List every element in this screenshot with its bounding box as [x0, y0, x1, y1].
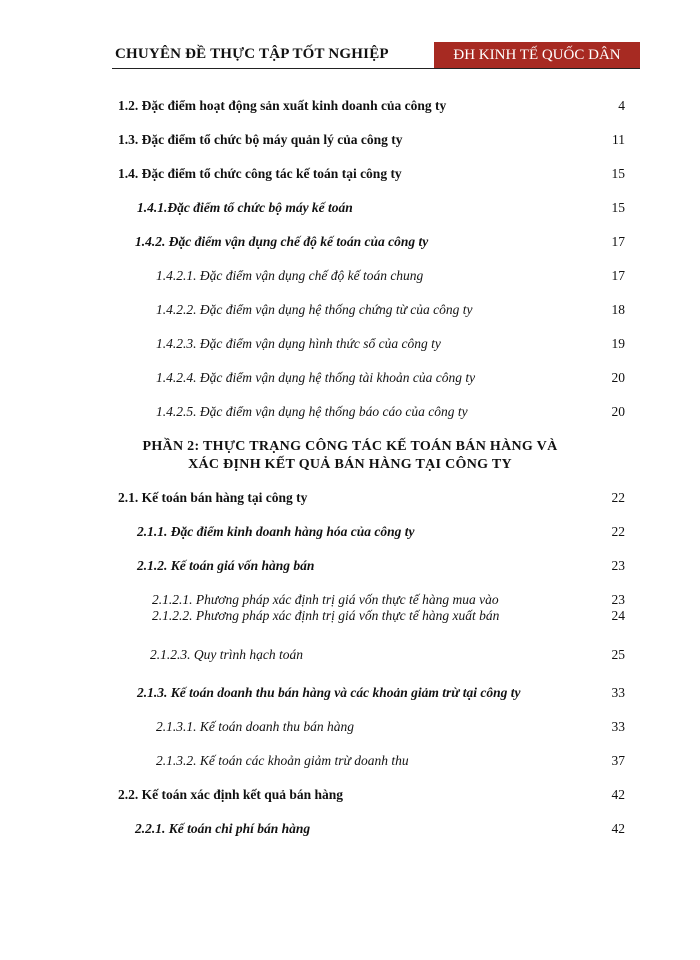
toc-entry-2-1-3-2: [0, 753, 625, 773]
toc-entry-page: 4: [618, 98, 625, 113]
toc-entry-2-1: [0, 490, 625, 510]
toc-entry-title: 2.1.1. Đặc điểm kinh doanh hàng hóa của công ty: [137, 524, 415, 539]
toc-entry-title: 2.2.1. Kế toán chi phí bán hàng: [135, 821, 311, 836]
toc-entry-title: 1.4.2.4. Đặc điểm vận dụng hệ thống tài khoản của công ty: [156, 370, 476, 385]
toc-entry-page: 17: [611, 234, 625, 249]
toc-entry-2-1-2-2: [0, 608, 625, 628]
toc-entry-title: 2.2. Kế toán xác định kết quả bán hàng: [118, 787, 344, 802]
toc-entry-2-1-1: [0, 524, 625, 544]
toc-entry-page: 24: [611, 608, 625, 623]
part-2-heading-line-1: PHẦN 2: THỰC TRẠNG CÔNG TÁC KẾ TOÁN BÁN HÀNG VÀ: [142, 439, 558, 454]
toc-entry-title: 1.4.2.5. Đặc điểm vận dụng hệ thống báo cáo của công ty: [156, 404, 468, 419]
toc-entry-2-1-2-3: [0, 647, 625, 667]
toc-entry-page: 33: [611, 685, 625, 700]
toc-entry-page: 18: [611, 302, 625, 317]
toc-entry-2-1-3: [0, 685, 625, 705]
toc-entry-title: 1.4.2. Đặc điểm vận dụng chế độ kế toán của công ty: [135, 234, 429, 249]
toc-entry-1-4-1: [0, 200, 625, 220]
toc-entry-title: 2.1.2.3. Quy trình hạch toán: [150, 647, 303, 662]
toc-entry-1-4-2-5: [0, 404, 625, 424]
toc-entry-title: 2.1.2.2. Phương pháp xác định trị giá vốn thực tế hàng xuất bán: [152, 608, 500, 623]
toc-entry-page: 22: [611, 524, 625, 539]
header-document-title: CHUYÊN ĐỀ THỰC TẬP TỐT NGHIỆP: [115, 46, 389, 62]
toc-entry-title: 1.3. Đặc điểm tổ chức bộ máy quản lý của công ty: [118, 132, 403, 147]
toc-entry-page: 42: [611, 821, 625, 836]
toc-entry-page: 22: [611, 490, 625, 505]
toc-entry-2-2: [0, 787, 625, 807]
header-divider: [112, 68, 640, 69]
toc-entry-title: 1.4.2.1. Đặc điểm vận dụng chế độ kế toán chung: [156, 268, 424, 283]
toc-entry-1-3: [0, 132, 625, 152]
header-university-banner: ĐH KINH TẾ QUỐC DÂN: [434, 42, 640, 69]
toc-entry-page: 23: [611, 558, 625, 573]
toc-entry-page: 17: [611, 268, 625, 283]
toc-entry-page: 15: [611, 166, 625, 181]
toc-entry-2-1-2: [0, 558, 625, 578]
toc-entry-title: 1.4.2.3. Đặc điểm vận dụng hình thức sổ của công ty: [156, 336, 441, 351]
toc-entry-title: 2.1.3.2. Kế toán các khoản giảm trừ doanh thu: [156, 753, 409, 768]
toc-entry-title: 1.4.1.Đặc điểm tổ chức bộ máy kế toán: [137, 200, 353, 215]
toc-entry-page: 37: [611, 753, 625, 768]
toc-entry-1-4-2-4: [0, 370, 625, 390]
toc-entry-title: 2.1.2. Kế toán giá vốn hàng bán: [137, 558, 315, 573]
toc-entry-page: 11: [612, 132, 625, 147]
toc-entry-2-1-3-1: [0, 719, 625, 739]
part-2-heading: [110, 438, 590, 474]
toc-entry-1-4-2-1: [0, 268, 625, 288]
toc-entry-title: 1.4.2.2. Đặc điểm vận dụng hệ thống chứng từ của công ty: [156, 302, 473, 317]
toc-entry-1-4-2: [0, 234, 625, 254]
toc-entry-page: 42: [611, 787, 625, 802]
toc-entry-1-4: [0, 166, 625, 186]
toc-entry-page: 15: [611, 200, 625, 215]
toc-entry-page: 19: [611, 336, 625, 351]
toc-entry-1-4-2-2: [0, 302, 625, 322]
toc-entry-title: 1.4. Đặc điểm tổ chức công tác kế toán tại công ty: [118, 166, 402, 181]
toc-entry-title: 2.1. Kế toán bán hàng tại công ty: [118, 490, 308, 505]
toc-entry-title: 2.1.2.1. Phương pháp xác định trị giá vốn thực tế hàng mua vào: [152, 592, 499, 607]
toc-entry-title: 2.1.3.1. Kế toán doanh thu bán hàng: [156, 719, 354, 734]
toc-entry-page: 20: [611, 370, 625, 385]
toc-entry-title: 1.2. Đặc điểm hoạt động sản xuất kinh doanh của công ty: [118, 98, 447, 113]
toc-entry-title: 2.1.3. Kế toán doanh thu bán hàng và các khoản giảm trừ tại công ty: [137, 685, 521, 700]
toc-entry-2-2-1: [0, 821, 625, 841]
part-2-heading-line-2: XÁC ĐỊNH KẾT QUẢ BÁN HÀNG TẠI CÔNG TY: [188, 457, 512, 472]
toc-entry-page: 33: [611, 719, 625, 734]
toc-entry-page: 20: [611, 404, 625, 419]
page-header: [112, 42, 640, 69]
toc-entry-page: 25: [611, 647, 625, 662]
toc-entry-1-2: [0, 98, 625, 118]
toc-entry-page: 23: [611, 592, 625, 607]
toc-entry-1-4-2-3: [0, 336, 625, 356]
